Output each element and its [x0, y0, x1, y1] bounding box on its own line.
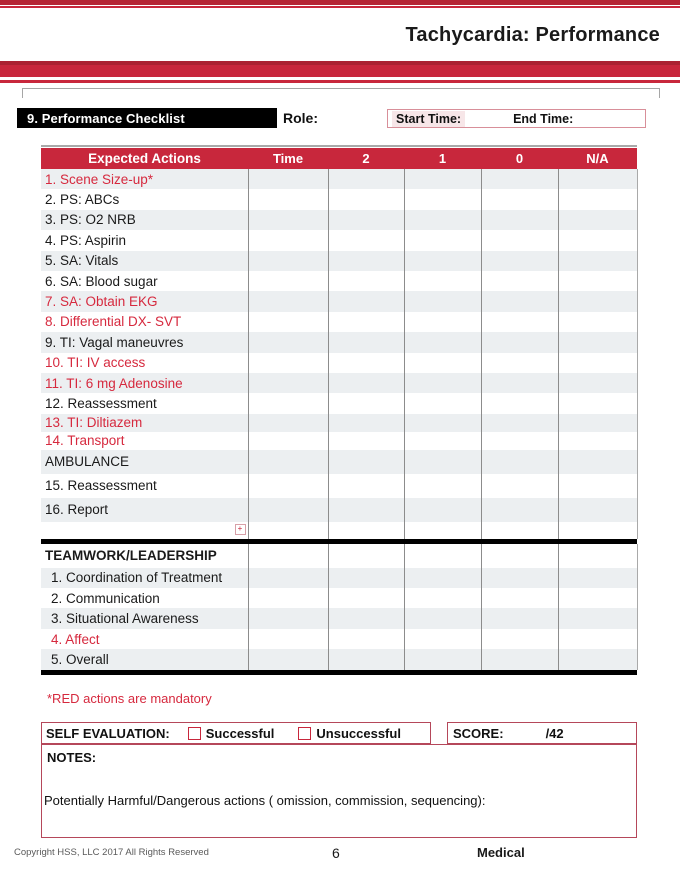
action-label: 11. TI: 6 mg Adenosine	[41, 373, 248, 393]
notes-box[interactable]	[41, 744, 637, 838]
score-1-cell[interactable]	[404, 230, 481, 250]
table-row[interactable]	[41, 230, 637, 250]
checklist-banner: 9. Performance Checklist	[17, 108, 277, 128]
time-cell[interactable]	[248, 353, 328, 373]
table-row[interactable]	[41, 450, 637, 474]
teamwork-label: 5. Overall	[41, 649, 248, 669]
score-na-cell[interactable]	[558, 312, 637, 332]
mandatory-note: *RED actions are mandatory	[47, 691, 212, 706]
score-na-cell[interactable]	[558, 393, 637, 413]
action-label: 1. Scene Size-up*	[41, 169, 248, 189]
checkbox-unsuccessful[interactable]	[298, 727, 311, 740]
score-2-cell[interactable]	[328, 230, 404, 250]
unsuccessful-label: Unsuccessful	[316, 725, 401, 741]
performance-checklist-table	[41, 148, 638, 675]
score-0-cell[interactable]	[481, 393, 558, 413]
self-evaluation-box	[41, 722, 431, 744]
score-2-cell[interactable]	[328, 588, 404, 608]
action-label	[41, 498, 248, 522]
score-2-cell[interactable]	[328, 568, 404, 588]
score-2-cell[interactable]	[328, 251, 404, 271]
score-0-cell[interactable]	[481, 332, 558, 352]
time-cell[interactable]	[248, 432, 328, 450]
action-label: 7. SA: Obtain EKG	[41, 291, 248, 311]
score-label: SCORE:	[453, 725, 504, 741]
score-0-cell[interactable]	[481, 230, 558, 250]
score-0-cell[interactable]	[481, 474, 558, 498]
time-cell[interactable]	[248, 450, 328, 474]
notes-title: NOTES:	[47, 750, 97, 765]
score-2-cell[interactable]	[328, 373, 404, 393]
time-cell[interactable]	[248, 498, 328, 522]
page-number: 6	[332, 845, 340, 861]
table-row[interactable]	[41, 353, 637, 373]
time-cell[interactable]	[248, 474, 328, 498]
score-2-cell[interactable]	[328, 414, 404, 432]
score-2-cell[interactable]	[328, 649, 404, 669]
score-0-cell[interactable]	[481, 373, 558, 393]
score-2-cell[interactable]	[328, 169, 404, 189]
score-na-cell[interactable]	[558, 474, 637, 498]
score-1-cell[interactable]	[404, 353, 481, 373]
score-0-cell[interactable]	[481, 291, 558, 311]
table-bottom-divider	[41, 670, 637, 675]
action-label: 15. Reassessment	[41, 474, 248, 498]
page-title: Tachycardia: Performance	[405, 24, 660, 46]
score-na-cell[interactable]	[558, 251, 637, 271]
action-label: 5. SA: Vitals	[41, 251, 248, 271]
table-row[interactable]	[41, 210, 637, 230]
teamwork-label: 1. Coordination of Treatment	[41, 568, 248, 588]
role-label: Role:	[283, 110, 318, 126]
table-row[interactable]	[41, 189, 637, 209]
score-0-cell[interactable]	[481, 568, 558, 588]
score-na-cell[interactable]	[558, 353, 637, 373]
score-1-cell[interactable]	[404, 432, 481, 450]
table-row[interactable]	[41, 393, 637, 413]
score-0-cell[interactable]	[481, 544, 558, 568]
score-2-cell[interactable]	[328, 450, 404, 474]
content-frame	[22, 88, 660, 98]
score-2-cell[interactable]	[328, 393, 404, 413]
score-0-cell[interactable]	[481, 189, 558, 209]
score-1-cell[interactable]	[404, 393, 481, 413]
top-accent-bar	[0, 0, 680, 5]
time-cell[interactable]	[248, 629, 328, 649]
time-cell[interactable]	[248, 608, 328, 628]
notes-prompt: Potentially Harmful/Dangerous actions ( omission, commission, sequencing):	[44, 793, 486, 808]
score-0-cell[interactable]	[481, 271, 558, 291]
score-2-cell[interactable]	[328, 189, 404, 209]
time-cell[interactable]	[248, 291, 328, 311]
action-label: 2. PS: ABCs	[41, 189, 248, 209]
self-evaluation-label: SELF EVALUATION:	[46, 725, 170, 741]
successful-label: Successful	[205, 725, 275, 741]
score-na-cell[interactable]	[558, 588, 637, 608]
score-1-cell[interactable]	[404, 271, 481, 291]
time-cell[interactable]	[248, 230, 328, 250]
score-2-cell[interactable]	[328, 432, 404, 450]
score-value: /42	[545, 725, 564, 741]
score-na-cell[interactable]	[558, 414, 637, 432]
score-1-cell[interactable]	[404, 189, 481, 209]
score-na-cell[interactable]	[558, 169, 637, 189]
score-na-cell[interactable]	[558, 629, 637, 649]
column-header-time: Time	[248, 148, 328, 169]
score-1-cell[interactable]	[404, 312, 481, 332]
time-cell[interactable]	[248, 522, 328, 539]
teamwork-label: 4. Affect	[41, 629, 248, 649]
plus-icon[interactable]: +	[235, 524, 246, 535]
score-1-cell[interactable]	[404, 251, 481, 271]
score-1-cell[interactable]	[404, 450, 481, 474]
score-2-cell[interactable]	[328, 498, 404, 522]
score-1-cell[interactable]	[404, 498, 481, 522]
divider-bar-thin	[0, 80, 680, 83]
teamwork-label: 3. Situational Awareness	[41, 608, 248, 628]
score-1-cell[interactable]	[404, 588, 481, 608]
score-na-cell[interactable]	[558, 210, 637, 230]
score-1-cell[interactable]	[404, 649, 481, 669]
column-header-1: 1	[404, 148, 481, 169]
score-na-cell[interactable]	[558, 271, 637, 291]
score-0-cell[interactable]	[481, 498, 558, 522]
time-entry-box[interactable]	[387, 109, 646, 128]
score-0-cell[interactable]	[481, 414, 558, 432]
table-row[interactable]	[41, 271, 637, 291]
score-2-cell[interactable]	[328, 608, 404, 628]
table-row[interactable]	[41, 588, 637, 608]
divider-bar-thick	[0, 65, 680, 77]
footer-category: Medical	[477, 845, 525, 860]
score-na-cell[interactable]	[558, 649, 637, 669]
table-row[interactable]	[41, 498, 637, 522]
time-cell[interactable]	[248, 332, 328, 352]
table-row[interactable]	[41, 291, 637, 311]
score-na-cell[interactable]	[558, 291, 637, 311]
time-cell[interactable]	[248, 414, 328, 432]
score-na-cell[interactable]	[558, 522, 637, 539]
score-na-cell[interactable]	[558, 568, 637, 588]
score-0-cell[interactable]	[481, 450, 558, 474]
score-1-cell[interactable]	[404, 414, 481, 432]
score-na-cell[interactable]	[558, 544, 637, 568]
score-na-cell[interactable]	[558, 450, 637, 474]
top-accent-bar-thin	[0, 6, 680, 8]
score-1-cell[interactable]	[404, 608, 481, 628]
score-2-cell[interactable]	[328, 210, 404, 230]
column-header-0: 0	[481, 148, 558, 169]
score-2-cell[interactable]	[328, 332, 404, 352]
table-row[interactable]	[41, 522, 637, 539]
score-1-cell[interactable]	[404, 474, 481, 498]
time-cell[interactable]	[248, 271, 328, 291]
start-time-label: Start Time:	[392, 111, 465, 127]
table-row[interactable]	[41, 568, 637, 588]
table-row[interactable]	[41, 432, 637, 450]
score-na-cell[interactable]	[558, 373, 637, 393]
score-0-cell[interactable]	[481, 608, 558, 628]
table-header-row	[41, 148, 637, 169]
score-0-cell[interactable]	[481, 353, 558, 373]
teamwork-label: 2. Communication	[41, 588, 248, 608]
score-2-cell[interactable]	[328, 291, 404, 311]
score-0-cell[interactable]	[481, 522, 558, 539]
score-0-cell[interactable]	[481, 432, 558, 450]
time-cell[interactable]	[248, 568, 328, 588]
action-label: 6. SA: Blood sugar	[41, 271, 248, 291]
score-2-cell[interactable]	[328, 522, 404, 539]
score-na-cell[interactable]	[558, 332, 637, 352]
action-label-text: 16. Report	[45, 502, 109, 518]
score-1-cell[interactable]	[404, 629, 481, 649]
table-row[interactable]	[41, 414, 637, 432]
score-1-cell[interactable]	[404, 522, 481, 539]
time-cell[interactable]	[248, 373, 328, 393]
score-2-cell[interactable]	[328, 544, 404, 568]
score-na-cell[interactable]	[558, 608, 637, 628]
score-1-cell[interactable]	[404, 210, 481, 230]
column-header-expected-actions: Expected Actions	[41, 148, 248, 169]
score-box[interactable]	[447, 722, 637, 744]
end-time-label: End Time:	[513, 111, 574, 126]
table-row[interactable]	[41, 629, 637, 649]
table-row[interactable]	[41, 169, 637, 189]
teamwork-heading-row	[41, 544, 637, 568]
action-label: 3. PS: O2 NRB	[41, 210, 248, 230]
score-1-cell[interactable]	[404, 332, 481, 352]
table-bottom-bar	[41, 670, 637, 675]
time-cell[interactable]	[248, 251, 328, 271]
checkbox-successful[interactable]	[188, 727, 201, 740]
table-row[interactable]	[41, 649, 637, 669]
score-0-cell[interactable]	[481, 649, 558, 669]
action-label: 8. Differential DX- SVT	[41, 312, 248, 332]
teamwork-heading: TEAMWORK/LEADERSHIP	[41, 544, 248, 568]
score-2-cell[interactable]	[328, 629, 404, 649]
action-label: AMBULANCE	[41, 450, 248, 474]
time-cell[interactable]	[248, 544, 328, 568]
score-na-cell[interactable]	[558, 498, 637, 522]
table-row[interactable]	[41, 251, 637, 271]
table-row[interactable]	[41, 608, 637, 628]
time-cell[interactable]	[248, 169, 328, 189]
action-label: 14. Transport	[41, 432, 248, 450]
score-na-cell[interactable]	[558, 189, 637, 209]
score-1-cell[interactable]	[404, 568, 481, 588]
table-row[interactable]	[41, 373, 637, 393]
action-label: 12. Reassessment	[41, 393, 248, 413]
score-2-cell[interactable]	[328, 474, 404, 498]
time-cell[interactable]	[248, 649, 328, 669]
column-header-na: N/A	[558, 148, 637, 169]
action-label: 9. TI: Vagal maneuvres	[41, 332, 248, 352]
score-1-cell[interactable]	[404, 169, 481, 189]
table-top-rule	[41, 145, 637, 147]
score-0-cell[interactable]	[481, 169, 558, 189]
expand-row-cell[interactable]	[41, 522, 248, 539]
time-cell[interactable]	[248, 312, 328, 332]
action-label: 10. TI: IV access	[41, 353, 248, 373]
score-0-cell[interactable]	[481, 629, 558, 649]
table-row[interactable]	[41, 474, 637, 498]
time-cell[interactable]	[248, 393, 328, 413]
time-cell[interactable]	[248, 189, 328, 209]
score-0-cell[interactable]	[481, 312, 558, 332]
time-cell[interactable]	[248, 210, 328, 230]
score-na-cell[interactable]	[558, 230, 637, 250]
score-1-cell[interactable]	[404, 544, 481, 568]
table-row[interactable]	[41, 312, 637, 332]
copyright-text: Copyright HSS, LLC 2017 All Rights Reserved	[14, 847, 209, 858]
score-2-cell[interactable]	[328, 312, 404, 332]
time-cell[interactable]	[248, 588, 328, 608]
action-label: 4. PS: Aspirin	[41, 230, 248, 250]
score-1-cell[interactable]	[404, 291, 481, 311]
column-header-2: 2	[328, 148, 404, 169]
score-2-cell[interactable]	[328, 271, 404, 291]
score-2-cell[interactable]	[328, 353, 404, 373]
score-na-cell[interactable]	[558, 432, 637, 450]
score-0-cell[interactable]	[481, 588, 558, 608]
action-label: 13. TI: Diltiazem	[41, 414, 248, 432]
score-1-cell[interactable]	[404, 373, 481, 393]
score-0-cell[interactable]	[481, 210, 558, 230]
table-row[interactable]	[41, 332, 637, 352]
score-0-cell[interactable]	[481, 251, 558, 271]
